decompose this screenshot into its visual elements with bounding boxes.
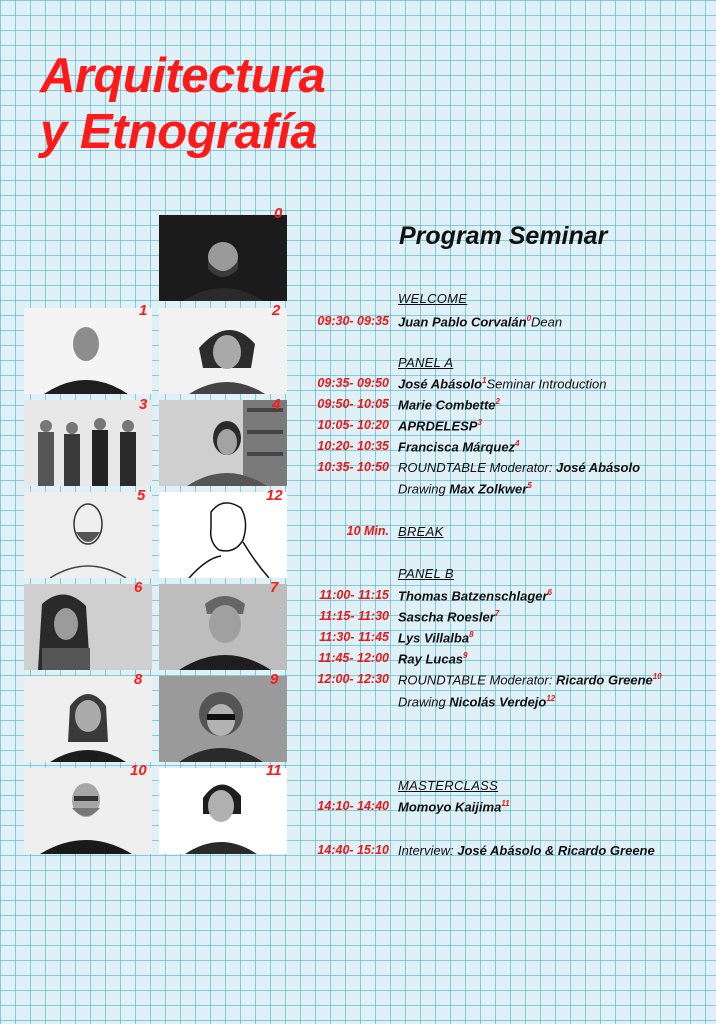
speaker-ref: 12 [546,694,556,703]
photo-number-3: 3 [139,396,148,413]
speaker-ref: 1 [482,376,487,385]
schedule-entry [398,397,500,412]
speaker-ref: 7 [494,609,500,618]
portrait-photo-6 [24,584,152,670]
speaker-ref: 9 [463,651,468,660]
speaker-ref: 4 [515,439,520,448]
speaker-name: Lys Villalba [398,630,470,646]
speaker-name: Marie Combette [398,397,496,413]
time-slot: 10:05- 10:20 [317,418,389,432]
speaker-name: José Abásolo [398,376,483,392]
speaker-name: Thomas Batzenschlager [398,588,548,604]
photo-number-10: 10 [130,762,147,779]
poster-title-line-1: Arquitectura [40,49,326,103]
entry-description: Seminar Introduction [486,376,607,392]
speaker-name: Sascha Roesler [398,609,495,625]
section-panel-b: PANEL B [398,566,454,581]
schedule-entry [398,314,562,329]
speaker-name: Francisca Márquez [398,439,516,455]
schedule-entry [398,460,640,475]
time-slot: 10 Min. [346,524,389,538]
portrait-photo-9 [159,676,287,762]
portrait-photo-0 [159,215,287,301]
speaker-ref: 8 [469,630,474,639]
photo-number-2: 2 [272,302,281,319]
photo-number-12: 12 [266,487,283,504]
time-slot: 11:00- 11:15 [319,588,389,602]
entry-prefix: Interview: [398,843,458,858]
entry-prefix: Drawing [398,694,450,710]
speaker-ref: 6 [547,588,552,597]
photo-number-4: 4 [272,396,281,413]
drawing-portrait-5 [24,492,152,578]
section-break: BREAK [398,524,444,539]
entry-description: Dean [531,314,563,330]
speaker-name: Ray Lucas [398,651,464,667]
time-slot: 12:00- 12:30 [317,672,389,686]
time-slot: 09:35- 09:50 [317,376,389,390]
portrait-photo-1 [24,308,152,394]
section-panel-a: PANEL A [398,355,454,370]
schedule-entry [398,418,482,433]
entry-prefix: ROUNDTABLE Moderator: [398,672,556,688]
photo-number-11: 11 [266,762,282,779]
photo-number-5: 5 [137,487,146,504]
speaker-ref: 5 [527,481,532,490]
schedule-entry [398,694,555,709]
photo-number-8: 8 [134,671,143,688]
speaker-name: Momoyo Kaijima [398,799,502,815]
schedule-entry [398,376,606,391]
schedule-entry [398,609,499,624]
time-slot: 10:35- 10:50 [317,460,389,474]
time-slot: 14:10- 14:40 [317,799,389,813]
time-slot: 09:50- 10:05 [317,397,389,411]
time-slot: 11:45- 12:00 [318,651,389,665]
schedule-entry [398,651,468,666]
photo-number-0: 0 [274,205,283,222]
poster-title-line-2: y Etnografía [40,105,318,159]
time-slot: 10:20- 10:35 [317,439,389,453]
schedule-entry [398,481,532,496]
photo-number-1: 1 [139,302,148,319]
time-slot: 11:30- 11:45 [319,630,389,644]
time-slot: 11:15- 11:30 [319,609,389,623]
portrait-photo-7 [159,584,287,670]
time-slot: 09:30- 09:35 [317,314,389,328]
portrait-photo-11 [159,768,287,854]
entry-prefix: Drawing [398,481,450,497]
speaker-name: Nicolás Verdejo [449,694,547,710]
schedule-entry [398,439,520,454]
speaker-name: Max Zolkwer [449,481,528,497]
speaker-ref: 3 [477,418,482,427]
photo-number-9: 9 [270,671,279,688]
time-slot: 14:40- 15:10 [317,843,389,857]
drawing-portrait-12 [159,492,287,578]
speaker-ref: 2 [495,397,500,406]
schedule-entry [398,588,552,603]
portrait-photo-8 [24,676,152,762]
speaker-name: José Abásolo & Ricardo Greene [457,843,655,858]
schedule-entry [398,843,655,858]
portrait-photo-3 [24,400,152,486]
schedule-entry [398,799,510,814]
speaker-name: Ricardo Greene [555,672,653,688]
section-welcome: WELCOME [398,291,468,306]
photo-number-7: 7 [270,579,279,596]
speaker-name: APRDELESP [398,418,478,434]
section-masterclass: MASTERCLASS [398,778,499,793]
speaker-ref: 10 [652,672,662,681]
speaker-ref: 11 [501,799,510,808]
speaker-name: José Abásolo [555,460,641,475]
speaker-ref: 0 [526,314,532,323]
portrait-photo-2 [159,308,287,394]
portrait-photo-10 [24,768,152,854]
portrait-photo-4 [159,400,287,486]
schedule-entry [398,630,474,645]
entry-prefix: ROUNDTABLE Moderator: [398,460,556,475]
poster-title [40,48,325,160]
program-seminar-heading: Program Seminar [399,222,608,250]
schedule-entry [398,672,662,687]
speaker-name: Juan Pablo Corvalán [398,314,527,330]
photo-number-6: 6 [134,579,143,596]
